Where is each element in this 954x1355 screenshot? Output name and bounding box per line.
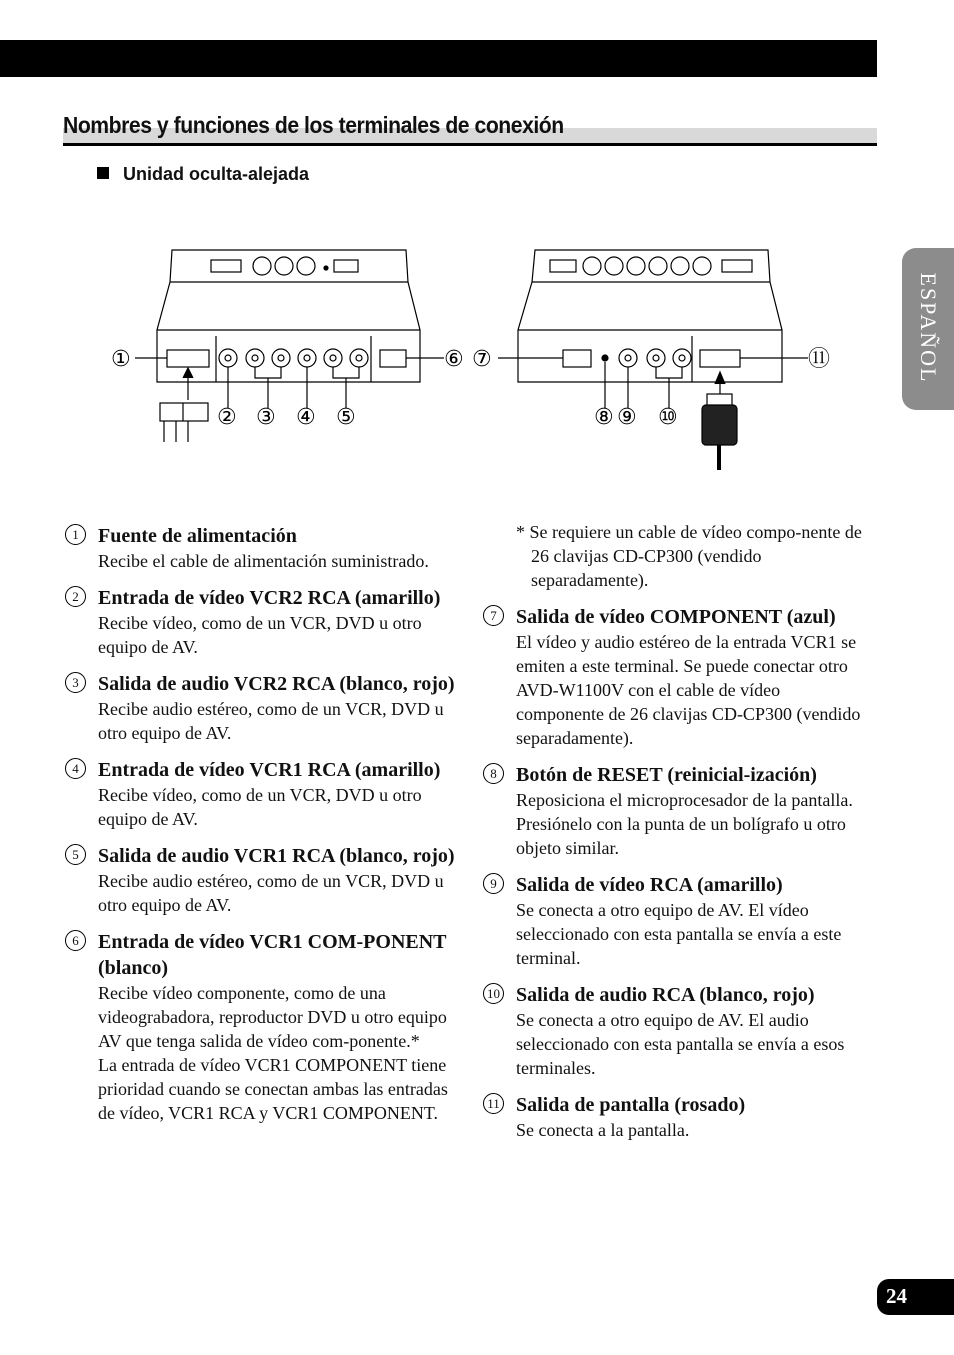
left-column <box>72 523 456 1137</box>
subheading-text: Unidad oculta-alejada <box>123 164 310 184</box>
list-item <box>490 762 871 860</box>
list-item <box>72 757 456 831</box>
item-body-2: Presiónelo con la punta de un bolígrafo u otro objeto similar. <box>516 814 846 858</box>
callout-9: ⑨ <box>617 404 637 429</box>
item-body: Recibe vídeo, como de un VCR, DVD u otro equipo de AV. <box>98 613 422 657</box>
item-title: Fuente de alimentación <box>98 525 297 547</box>
item-title: Botón de RESET (reinicial-ización) <box>516 764 817 786</box>
list-item <box>487 982 871 1080</box>
callout-6: ⑥ <box>444 346 464 371</box>
item-body: Recibe vídeo componente, como de una videograbadora, reproductor DVD u otro equipo AV que tenga salida de vídeo com-ponente.* <box>98 983 447 1051</box>
item-title: Salida de vídeo COMPONENT (azul) <box>516 606 836 628</box>
item-number: 11 <box>483 1093 504 1114</box>
list-item <box>72 671 456 745</box>
item-body: Se conecta a otro equipo de AV. El audio seleccionado con esta pantalla se envía a esos terminales. <box>516 1010 845 1078</box>
item-body: Recibe el cable de alimentación suministrado. <box>98 551 429 571</box>
right-unit-illustration <box>498 250 808 470</box>
callout-11: ⑪ <box>808 346 831 371</box>
item-number: 1 <box>65 524 86 545</box>
item-number: 2 <box>65 586 86 607</box>
page-number-tab <box>877 1279 954 1315</box>
callout-8: ⑧ <box>594 404 614 429</box>
item-body: El vídeo y audio estéreo de la entrada VCR1 se emiten a este terminal. Se puede conectar otro AVD-W1100V con el cable de vídeo componente de 26 clavijas CD-CP300 (vendido separadamente). <box>516 632 861 748</box>
callout-4: ④ <box>296 404 316 429</box>
item-body: Se conecta a otro equipo de AV. El vídeo seleccionado con esta pantalla se envía a este terminal. <box>516 900 842 968</box>
item-body: Se conecta a la pantalla. <box>516 1120 690 1140</box>
list-item <box>72 523 456 573</box>
right-column <box>487 520 871 1154</box>
unit-diagram <box>0 0 954 500</box>
language-tab-label: ESPAÑOL <box>916 272 941 384</box>
callout-2: ② <box>217 404 237 429</box>
callout-3: ③ <box>256 404 276 429</box>
list-item <box>490 872 871 970</box>
list-item <box>72 929 456 1125</box>
item-number: 10 <box>483 983 504 1004</box>
item-number: 7 <box>483 605 504 626</box>
item-body: Recibe audio estéreo, como de un VCR, DVD u otro equipo de AV. <box>98 699 444 743</box>
list-item <box>490 604 871 750</box>
item-body: Recibe vídeo, como de un VCR, DVD u otro equipo de AV. <box>98 785 422 829</box>
item-number: 9 <box>483 873 504 894</box>
list-item <box>72 843 456 917</box>
list-item <box>72 585 456 659</box>
callout-1: ① <box>111 346 131 371</box>
footnote: * Se requiere un cable de vídeo compo-nente de 26 clavijas CD-CP300 (vendido separadamente). <box>516 522 862 590</box>
item-title: Salida de pantalla (rosado) <box>516 1094 746 1116</box>
item-title: Salida de vídeo RCA (amarillo) <box>516 874 783 896</box>
item-number: 8 <box>483 763 504 784</box>
item-title: Salida de audio RCA (blanco, rojo) <box>516 984 815 1006</box>
list-item <box>487 1092 871 1142</box>
item-title: Entrada de vídeo VCR1 COM-PONENT (blanco) <box>98 931 447 979</box>
left-unit-illustration <box>135 250 444 442</box>
item-title: Salida de audio VCR2 RCA (blanco, rojo) <box>98 673 455 695</box>
item-title: Entrada de vídeo VCR1 RCA (amarillo) <box>98 759 441 781</box>
item-number: 6 <box>65 930 86 951</box>
item-title: Salida de audio VCR1 RCA (blanco, rojo) <box>98 845 455 867</box>
item-body: Reposiciona el microprocesador de la pantalla. <box>516 790 853 810</box>
item-number: 4 <box>65 758 86 779</box>
item-title: Entrada de vídeo VCR2 RCA (amarillo) <box>98 587 441 609</box>
callout-5: ⑤ <box>336 404 356 429</box>
callout-10: ⑩ <box>658 404 678 429</box>
item-number: 5 <box>65 844 86 865</box>
callout-7: ⑦ <box>472 346 492 371</box>
page-number: 24 <box>886 1284 907 1308</box>
section-heading: Nombres y funciones de los terminales de conexión <box>63 112 564 138</box>
item-body: Recibe audio estéreo, como de un VCR, DVD u otro equipo de AV. <box>98 871 444 915</box>
item-body-2: La entrada de vídeo VCR1 COMPONENT tiene prioridad cuando se conectan ambas las entradas de vídeo, VCR1 RCA y VCR1 COMPONENT. <box>98 1055 448 1123</box>
item-number: 3 <box>65 672 86 693</box>
